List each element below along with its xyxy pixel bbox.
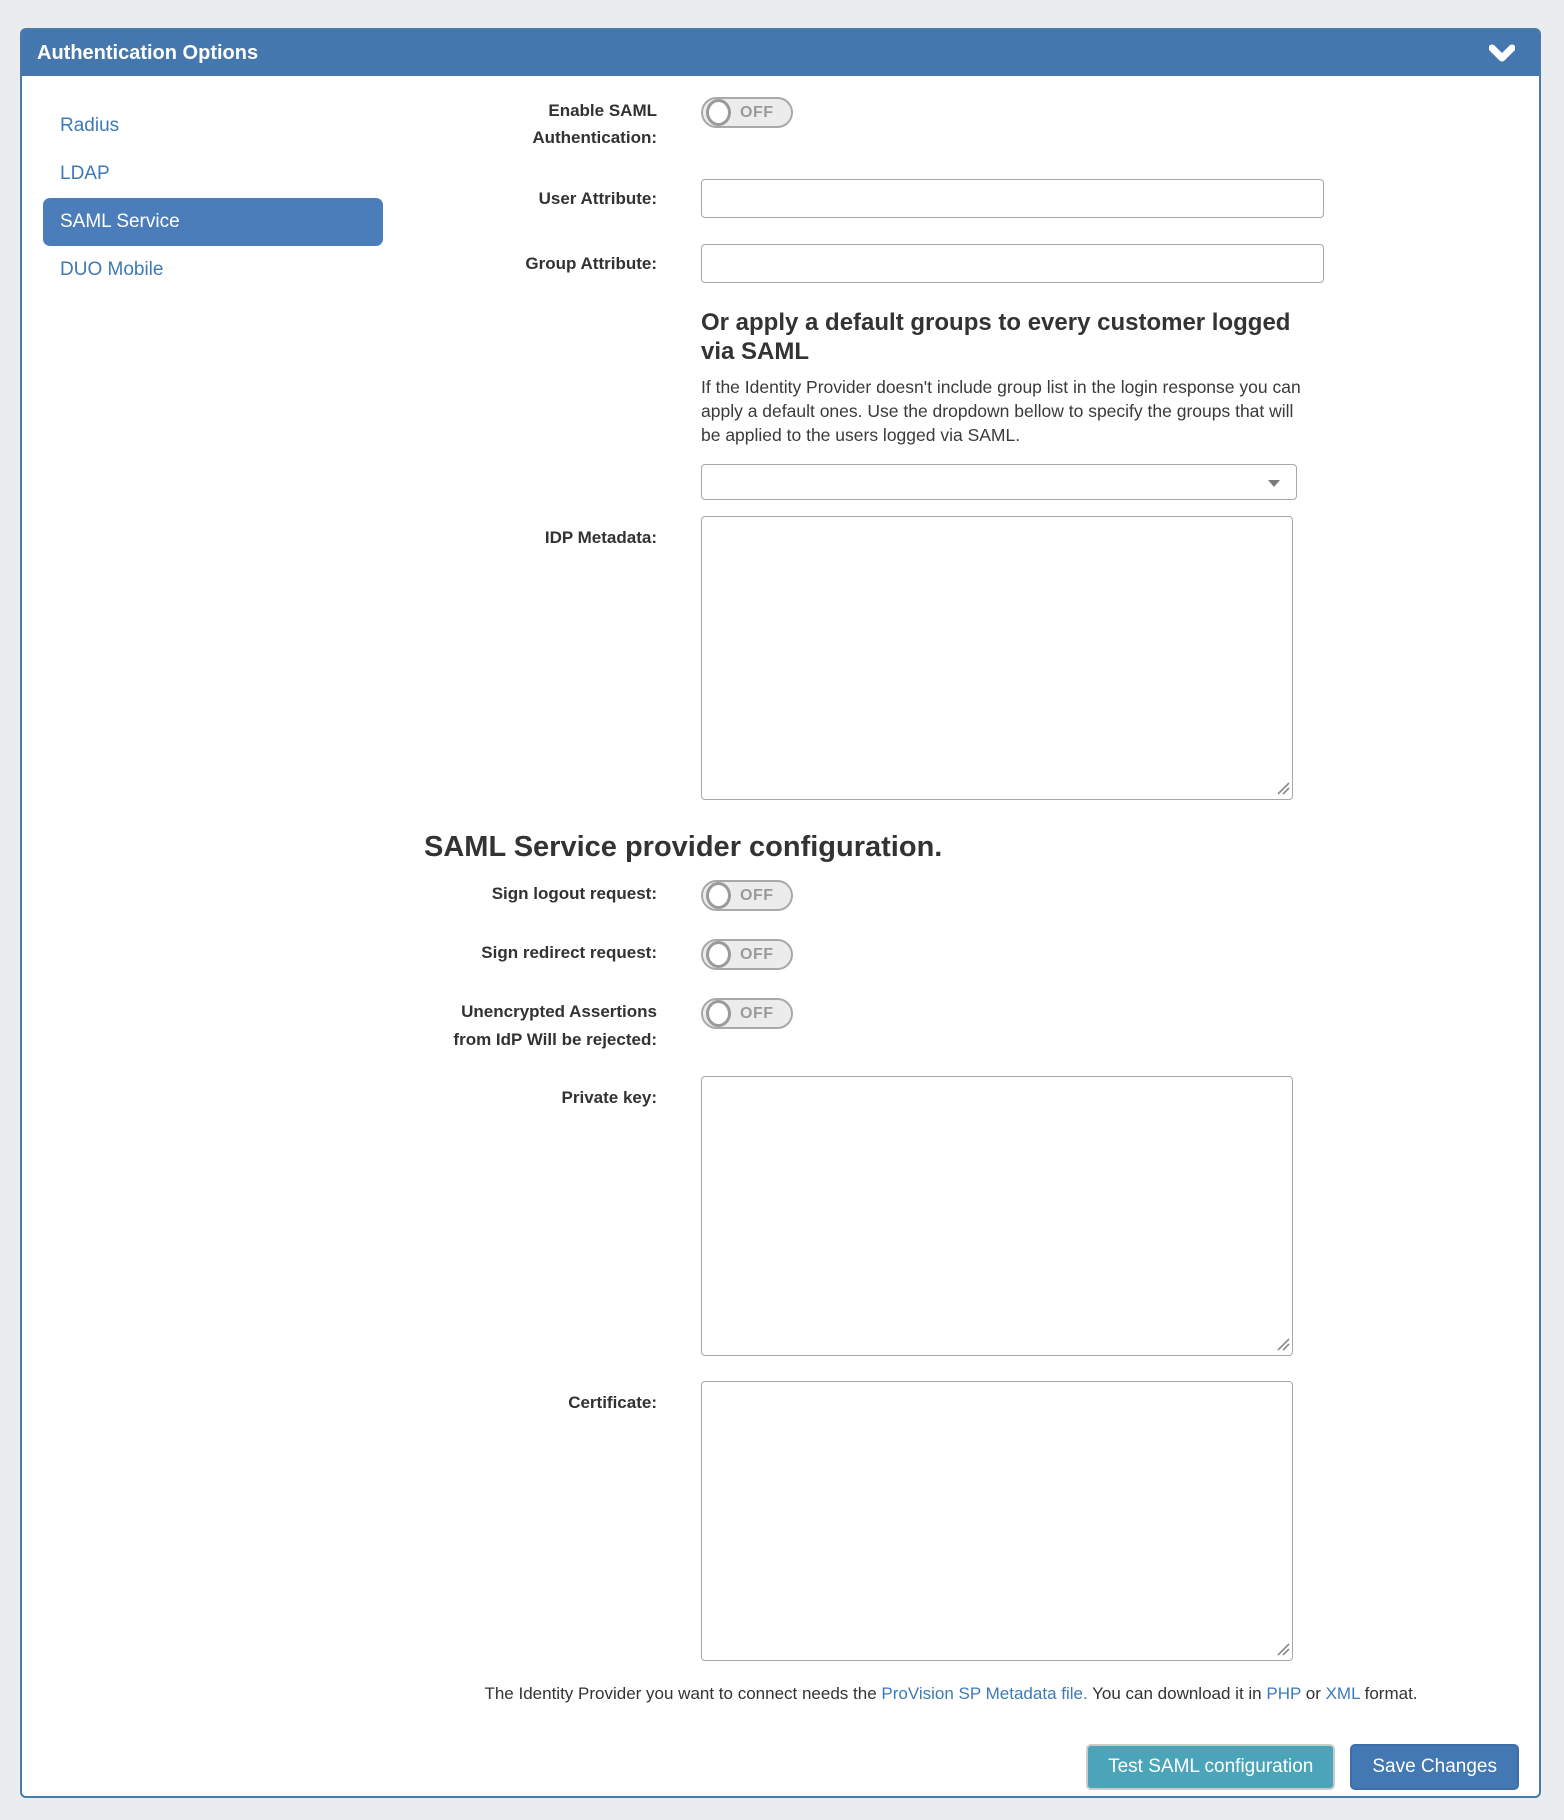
action-buttons [383,1744,1519,1790]
toggle-off-label: OFF [740,945,774,963]
idp-metadata-row [383,516,1519,805]
sign-redirect-label: Sign redirect request: [481,943,657,963]
saml-form [383,96,1519,1790]
toggle-knob [706,882,731,909]
private-key-row [383,1076,1519,1361]
unencrypted-assertions-label: Unencrypted Assertions from IdP Will be rejected: [453,1002,657,1049]
toggle-off-label: OFF [740,1004,774,1022]
private-key-label: Private key: [561,1087,657,1107]
idp-metadata-label: IDP Metadata: [544,528,657,548]
sign-redirect-row [383,939,1519,970]
unencrypted-assertions-toggle[interactable] [701,998,793,1029]
default-groups-description: If the Identity Provider doesn't include group list in the login response you can apply a default ones. Use the dropdown bellow to specify the groups that will be applied to the users logged via SAML. [701,376,1301,445]
panel-title: Authentication Options [37,41,259,64]
sidebar-item-ldap[interactable]: LDAP [60,163,110,184]
panel-header[interactable] [22,30,1539,76]
group-attribute-row [383,244,1519,283]
save-changes-button[interactable]: Save Changes [1350,1744,1519,1790]
sidebar [43,96,383,1790]
enable-saml-toggle[interactable] [701,97,793,128]
toggle-knob [706,941,731,968]
default-groups-heading: Or apply a default groups to every customer logged via SAML [701,309,1291,366]
sign-logout-label: Sign logout request: [491,884,657,904]
panel-content [22,76,1539,1790]
toggle-knob [706,1000,731,1027]
note-suffix: format. [1359,1683,1418,1703]
note-or: or [1301,1683,1326,1703]
toggle-off-label: OFF [740,886,774,904]
sign-redirect-toggle[interactable] [701,939,793,970]
php-download-link[interactable]: PHP [1266,1683,1302,1703]
default-groups-row [383,464,1519,500]
enable-saml-label: Enable SAML Authentication: [532,101,657,148]
group-attribute-label: Group Attribute: [525,254,657,274]
default-groups-select[interactable] [701,464,1297,500]
chevron-down-icon[interactable] [1489,44,1515,62]
user-attribute-label: User Attribute: [538,189,657,209]
xml-download-link[interactable]: XML [1325,1683,1360,1703]
toggle-off-label: OFF [740,103,774,121]
sidebar-item-radius[interactable]: Radius [60,115,120,136]
note-middle: You can download it in [1087,1683,1267,1703]
sign-logout-toggle[interactable] [701,880,793,911]
toggle-knob [706,99,731,126]
unencrypted-assertions-row [383,998,1519,1052]
certificate-row [383,1381,1519,1666]
sign-logout-row [383,880,1519,911]
certificate-textarea[interactable] [701,1381,1293,1661]
authentication-options-panel [20,28,1541,1798]
certificate-label: Certificate: [568,1392,657,1412]
sidebar-item-saml-service[interactable]: SAML Service [43,198,383,246]
select-arrow-icon [1268,480,1280,487]
sidebar-item-duo-mobile[interactable]: DUO Mobile [60,259,164,280]
sp-metadata-note [383,1684,1519,1704]
sp-configuration-heading: SAML Service provider configuration. [424,831,943,864]
private-key-textarea[interactable] [701,1076,1293,1356]
enable-saml-row [383,97,1519,151]
user-attribute-input[interactable] [701,179,1324,218]
group-attribute-input[interactable] [701,244,1324,283]
test-saml-configuration-button[interactable]: Test SAML configuration [1086,1744,1335,1790]
user-attribute-row [383,179,1519,218]
provision-sp-metadata-link[interactable]: ProVision SP Metadata file. [881,1683,1088,1703]
note-prefix: The Identity Provider you want to connect needs the [484,1683,882,1703]
idp-metadata-textarea[interactable] [701,516,1293,800]
